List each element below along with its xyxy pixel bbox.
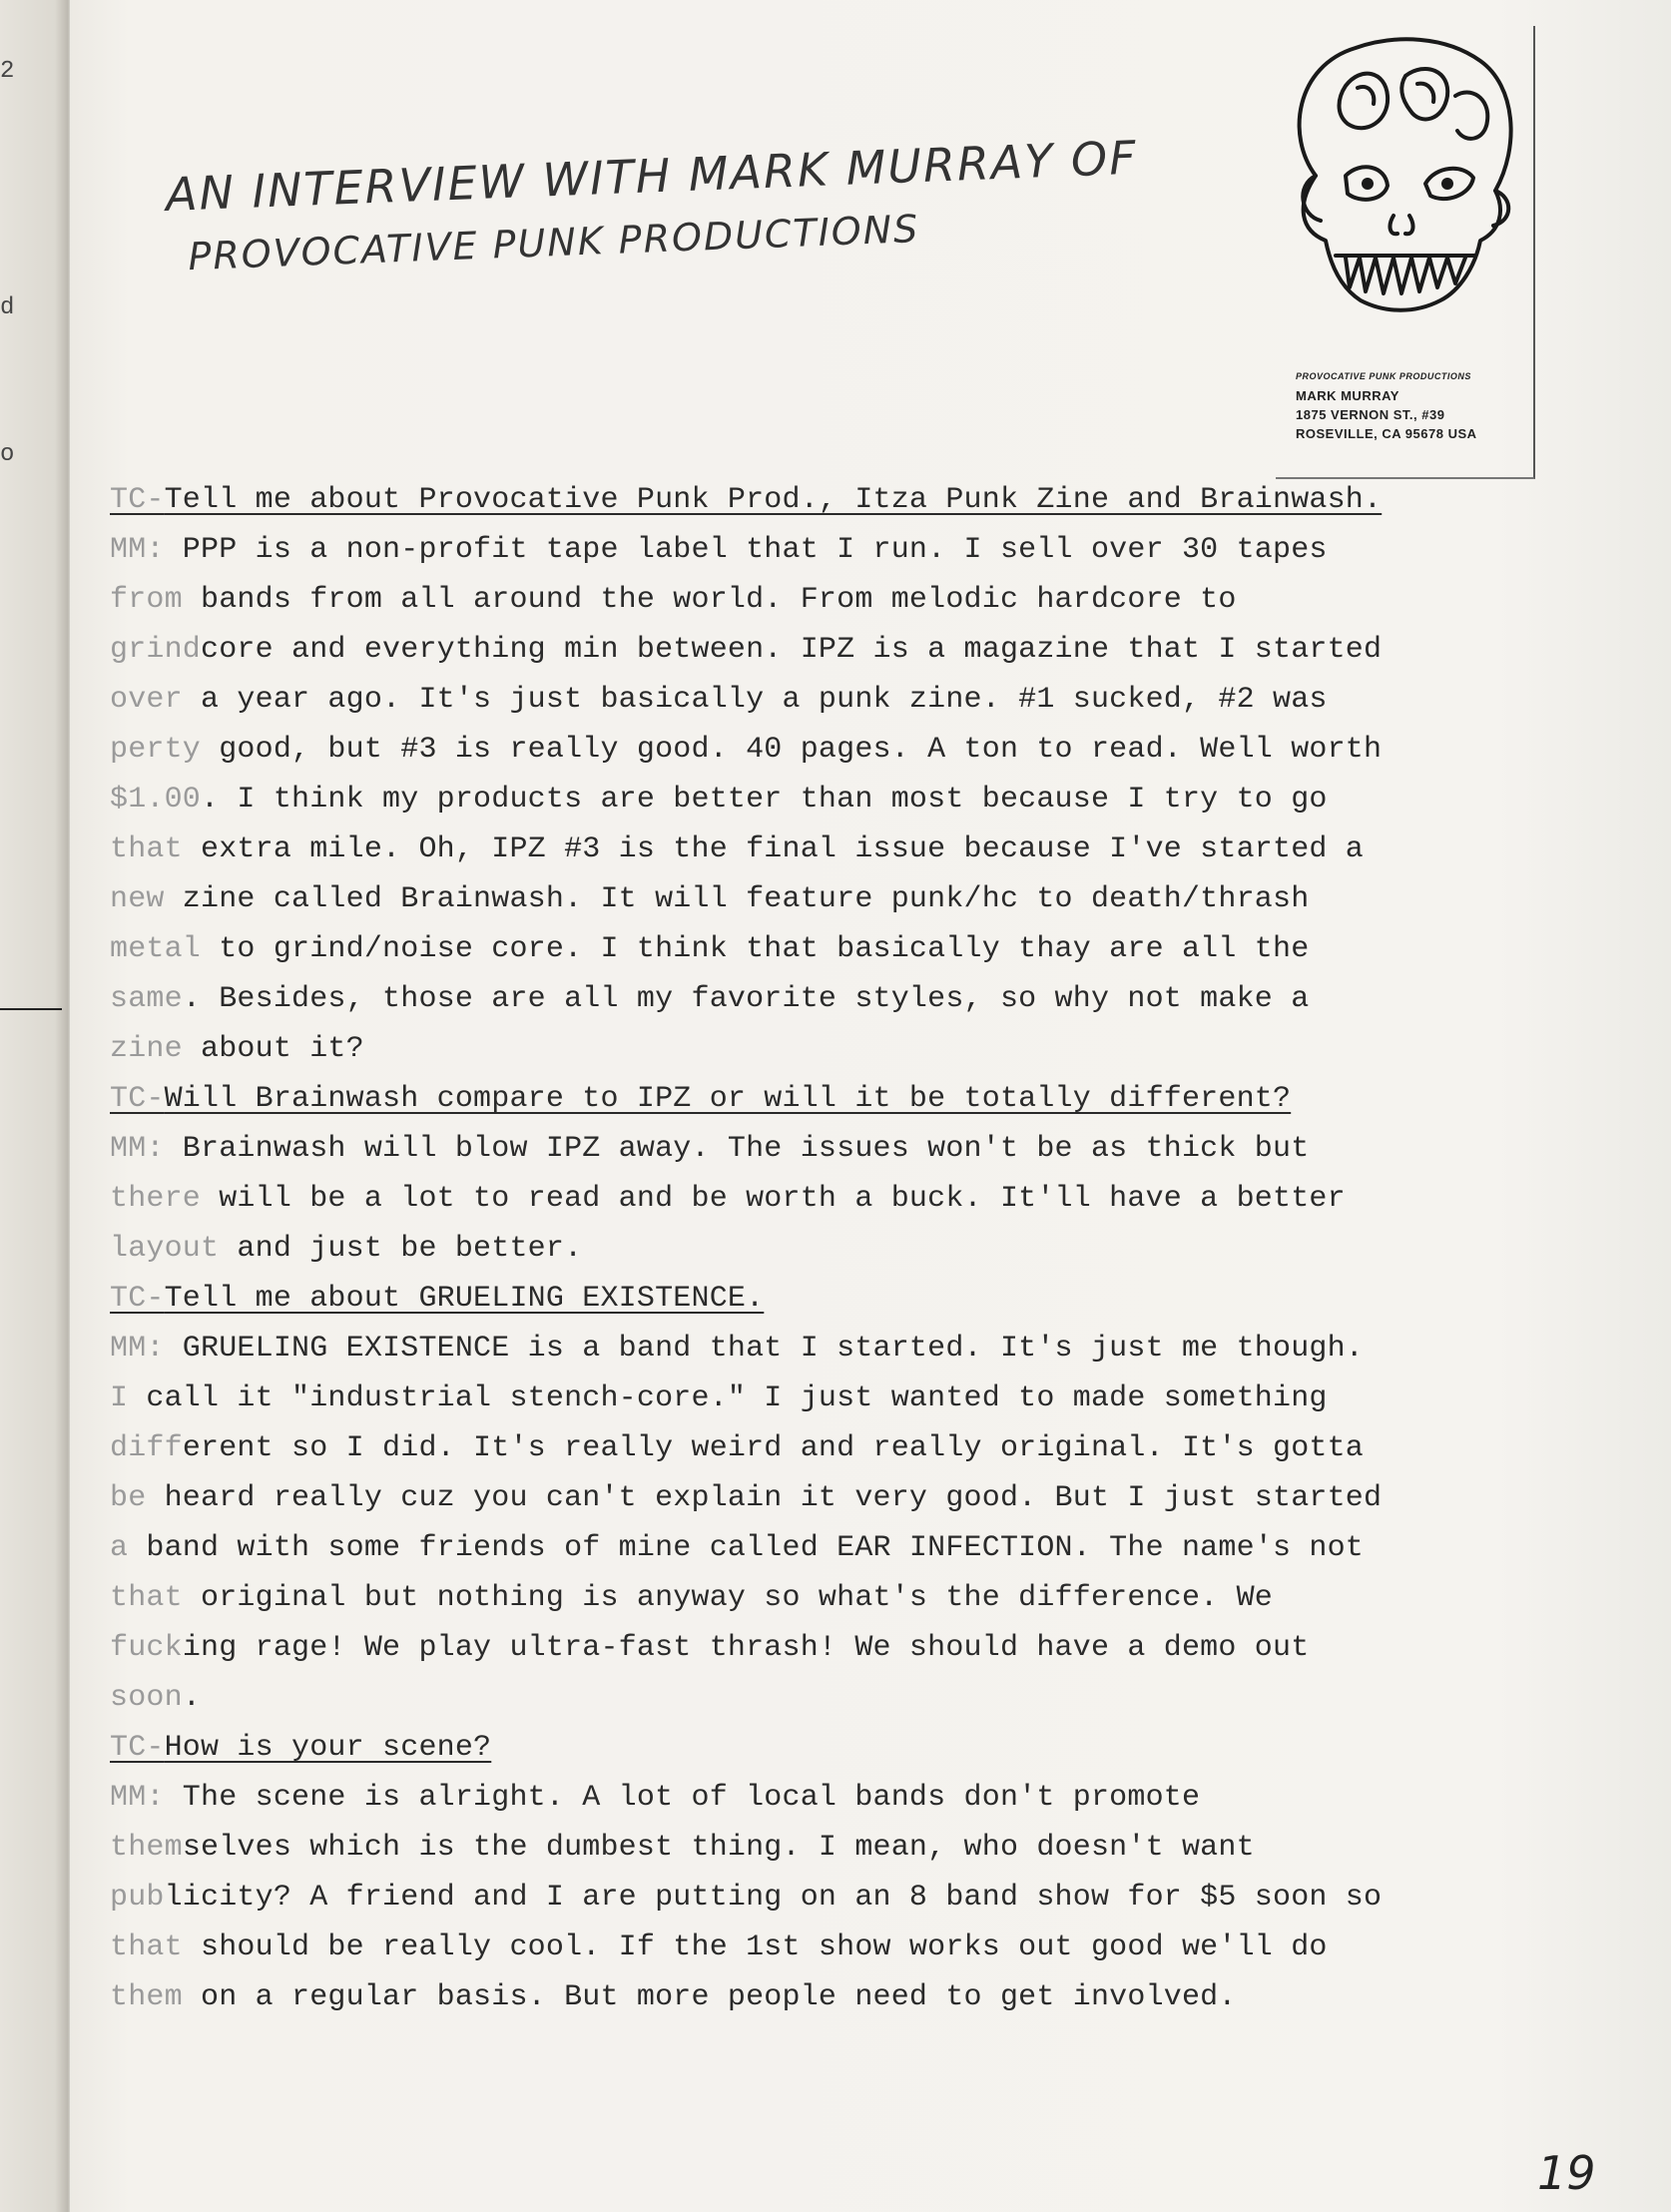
line-prefix: metal	[110, 932, 202, 966]
interview-answer-line	[110, 1473, 1507, 1523]
line-text: GRUELING EXISTENCE is a band that I started. It's just me though.	[164, 1332, 1365, 1366]
line-prefix: that	[110, 1581, 183, 1615]
interview-answer-line	[110, 1573, 1507, 1623]
interview-answer-line	[110, 1324, 1507, 1374]
interview-answer-line	[110, 974, 1507, 1024]
line-prefix: MM:	[110, 533, 165, 567]
line-prefix: diff	[110, 1431, 183, 1465]
page-number: 19	[1537, 2146, 1596, 2200]
line-prefix: zine	[110, 1032, 183, 1066]
line-text: . I think my products are better than most because I try to go	[201, 783, 1328, 817]
line-text: The scene is alright. A lot of local bands don't promote	[164, 1781, 1201, 1815]
interview-answer-line	[110, 1124, 1507, 1174]
line-text: Tell me about GRUELING EXISTENCE.	[164, 1282, 765, 1316]
line-text: .	[182, 1681, 202, 1715]
line-prefix: $1.00	[110, 783, 202, 817]
contact-name: MARK MURRAY	[1296, 388, 1399, 403]
line-text: to grind/noise core. I think that basically thay are all the	[201, 932, 1310, 966]
prev-page-char: o	[0, 441, 15, 468]
line-prefix: be	[110, 1481, 147, 1515]
skull-logo-icon	[1276, 26, 1533, 365]
street-address: 1875 VERNON ST., #39	[1296, 407, 1445, 422]
line-text: and just be better.	[219, 1232, 583, 1266]
interview-answer-line	[110, 1024, 1507, 1074]
interview-answer-line	[110, 924, 1507, 974]
interview-answer-line	[110, 1773, 1507, 1823]
interview-answer-line	[110, 1224, 1507, 1274]
line-prefix: grind	[110, 633, 202, 667]
label-name: PROVOCATIVE PUNK PRODUCTIONS	[1296, 371, 1471, 381]
line-prefix: layout	[110, 1232, 220, 1266]
interview-answer-line	[110, 1673, 1507, 1723]
interview-question	[110, 475, 1507, 525]
interview-answer-line	[110, 1174, 1507, 1224]
line-text: band with some friends of mine called EAR INFECTION. The name's not	[128, 1531, 1365, 1565]
title-line-2: PROVOCATIVE PUNK PRODUCTIONS	[187, 207, 921, 279]
line-prefix: that	[110, 832, 183, 866]
interview-answer-line	[110, 625, 1507, 675]
interview-answer-line	[110, 1823, 1507, 1873]
handwritten-title	[165, 126, 1266, 279]
interview-answer-line	[110, 1623, 1507, 1673]
line-text: Brainwash will blow IPZ away. The issues won't be as thick but	[164, 1132, 1310, 1166]
prev-page-char: 2	[0, 58, 15, 85]
interview-answer-line	[110, 1923, 1507, 1972]
line-prefix: TC-	[110, 1082, 165, 1116]
line-prefix: there	[110, 1182, 202, 1216]
interview-answer-line	[110, 525, 1507, 575]
line-prefix: them	[110, 1831, 183, 1865]
city-address: ROSEVILLE, CA 95678 USA	[1296, 426, 1477, 441]
interview-answer-line	[110, 775, 1507, 825]
line-text: extra mile. Oh, IPZ #3 is the final issue because I've started a	[182, 832, 1365, 866]
line-text: PPP is a non-profit tape label that I run. I sell over 30 tapes	[164, 533, 1328, 567]
line-prefix: a	[110, 1531, 129, 1565]
interview-text	[110, 475, 1507, 2022]
line-prefix: TC-	[110, 1731, 165, 1765]
line-prefix: TC-	[110, 483, 165, 517]
interview-question	[110, 1074, 1507, 1124]
line-text: zine called Brainwash. It will feature punk/hc to death/thrash	[164, 882, 1310, 916]
interview-answer-line	[110, 725, 1507, 775]
line-text: licity? A friend and I are putting on an 8 band show for $5 soon so	[164, 1881, 1383, 1915]
label-logo-stamp	[1276, 26, 1535, 479]
line-text: erent so I did. It's really weird and really original. It's gotta	[182, 1431, 1365, 1465]
line-text: call it "industrial stench-core." I just wanted to made something	[128, 1382, 1328, 1415]
interview-answer-line	[110, 675, 1507, 725]
interview-answer-line	[110, 825, 1507, 874]
line-text: on a regular basis. But more people need to get involved.	[182, 1980, 1237, 2014]
line-text: heard really cuz you can't explain it very good. But I just started	[146, 1481, 1383, 1515]
title-line-1: AN INTERVIEW WITH MARK MURRAY OF	[165, 130, 1139, 222]
interview-answer-line	[110, 1523, 1507, 1573]
line-text: will be a lot to read and be worth a buck. It'll have a better	[201, 1182, 1346, 1216]
line-text: about it?	[182, 1032, 364, 1066]
line-prefix: perty	[110, 733, 202, 767]
line-prefix: over	[110, 683, 183, 717]
line-prefix: that	[110, 1931, 183, 1964]
line-text: ing rage! We play ultra-fast thrash! We should have a demo out	[182, 1631, 1310, 1665]
interview-question	[110, 1274, 1507, 1324]
line-text: bands from all around the world. From melodic hardcore to	[182, 583, 1237, 617]
line-text: a year ago. It's just basically a punk zine. #1 sucked, #2 was	[182, 683, 1328, 717]
line-prefix: MM:	[110, 1781, 165, 1815]
line-prefix: fuck	[110, 1631, 183, 1665]
line-prefix: I	[110, 1382, 129, 1415]
label-address	[1296, 367, 1531, 443]
line-prefix: new	[110, 882, 165, 916]
line-prefix: TC-	[110, 1282, 165, 1316]
line-prefix: them	[110, 1980, 183, 2014]
interview-answer-line	[110, 1972, 1507, 2022]
line-text: Tell me about Provocative Punk Prod., Itza Punk Zine and Brainwash.	[164, 483, 1383, 517]
line-text: How is your scene?	[164, 1731, 492, 1765]
line-text: original but nothing is anyway so what's the difference. We	[182, 1581, 1273, 1615]
interview-answer-line	[110, 1873, 1507, 1923]
prev-page-char: d	[0, 294, 15, 321]
line-text: core and everything min between. IPZ is a magazine that I started	[201, 633, 1383, 667]
interview-answer-line	[110, 874, 1507, 924]
line-prefix: same	[110, 982, 183, 1016]
interview-answer-line	[110, 1374, 1507, 1423]
line-text: selves which is the dumbest thing. I mean, who doesn't want	[182, 1831, 1255, 1865]
interview-answer-line	[110, 1423, 1507, 1473]
interview-question	[110, 1723, 1507, 1773]
line-text: . Besides, those are all my favorite styles, so why not make a	[182, 982, 1310, 1016]
prev-page-rule	[0, 1008, 62, 1010]
line-text: Will Brainwash compare to IPZ or will it be totally different?	[164, 1082, 1292, 1116]
line-text: good, but #3 is really good. 40 pages. A ton to read. Well worth	[201, 733, 1383, 767]
line-prefix: MM:	[110, 1132, 165, 1166]
line-prefix: from	[110, 583, 183, 617]
previous-page-edge	[0, 0, 70, 2212]
line-prefix: soon	[110, 1681, 183, 1715]
line-prefix: pub	[110, 1881, 165, 1915]
line-text: should be really cool. If the 1st show works out good we'll do	[182, 1931, 1328, 1964]
interview-answer-line	[110, 575, 1507, 625]
line-prefix: MM:	[110, 1332, 165, 1366]
